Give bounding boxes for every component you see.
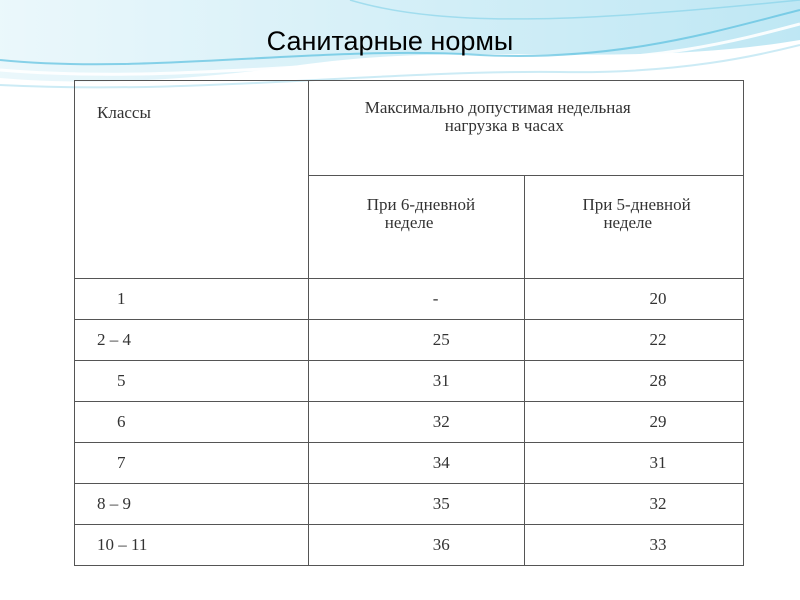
table-row [75,402,744,443]
table-row [75,484,744,525]
cell-class: 5 [75,361,309,402]
header-6-day [308,176,525,279]
cell-class: 1 [75,279,309,320]
cell-5-day: 33 [525,525,744,566]
header-6-day-line1: При 6-дневной [366,195,476,214]
header-max-load-line2: нагрузка в часах [444,116,564,135]
cell-5-day: 32 [525,484,744,525]
header-max-load-line1: Максимально допустимая недельная [364,98,631,117]
cell-class: 2 – 4 [75,320,309,361]
cell-5-day: 31 [525,443,744,484]
cell-5-day: 22 [525,320,744,361]
page-title: Санитарные нормы [266,26,514,56]
header-5-day-line2: неделе [603,213,653,232]
cell-6-day: 36 [308,525,525,566]
table-row [75,320,744,361]
header-6-day-line2: неделе [384,213,434,232]
cell-6-day: 32 [308,402,525,443]
table-row [75,279,744,320]
cell-6-day: 31 [308,361,525,402]
header-5-day [525,176,744,279]
cell-class: 7 [75,443,309,484]
table-row [75,443,744,484]
cell-6-day: 35 [308,484,525,525]
table-row [75,525,744,566]
cell-5-day: 28 [525,361,744,402]
header-classes: Классы [75,81,309,279]
table-row [75,361,744,402]
header-5-day-line1: При 5-дневной [582,195,691,214]
cell-class: 6 [75,402,309,443]
header-max-load [308,81,743,176]
cell-5-day: 20 [525,279,744,320]
cell-6-day: - [308,279,525,320]
cell-5-day: 29 [525,402,744,443]
cell-6-day: 25 [308,320,525,361]
cell-class: 8 – 9 [75,484,309,525]
cell-class: 10 – 11 [75,525,309,566]
cell-6-day: 34 [308,443,525,484]
norms-table [74,80,744,566]
header-row [75,81,744,176]
